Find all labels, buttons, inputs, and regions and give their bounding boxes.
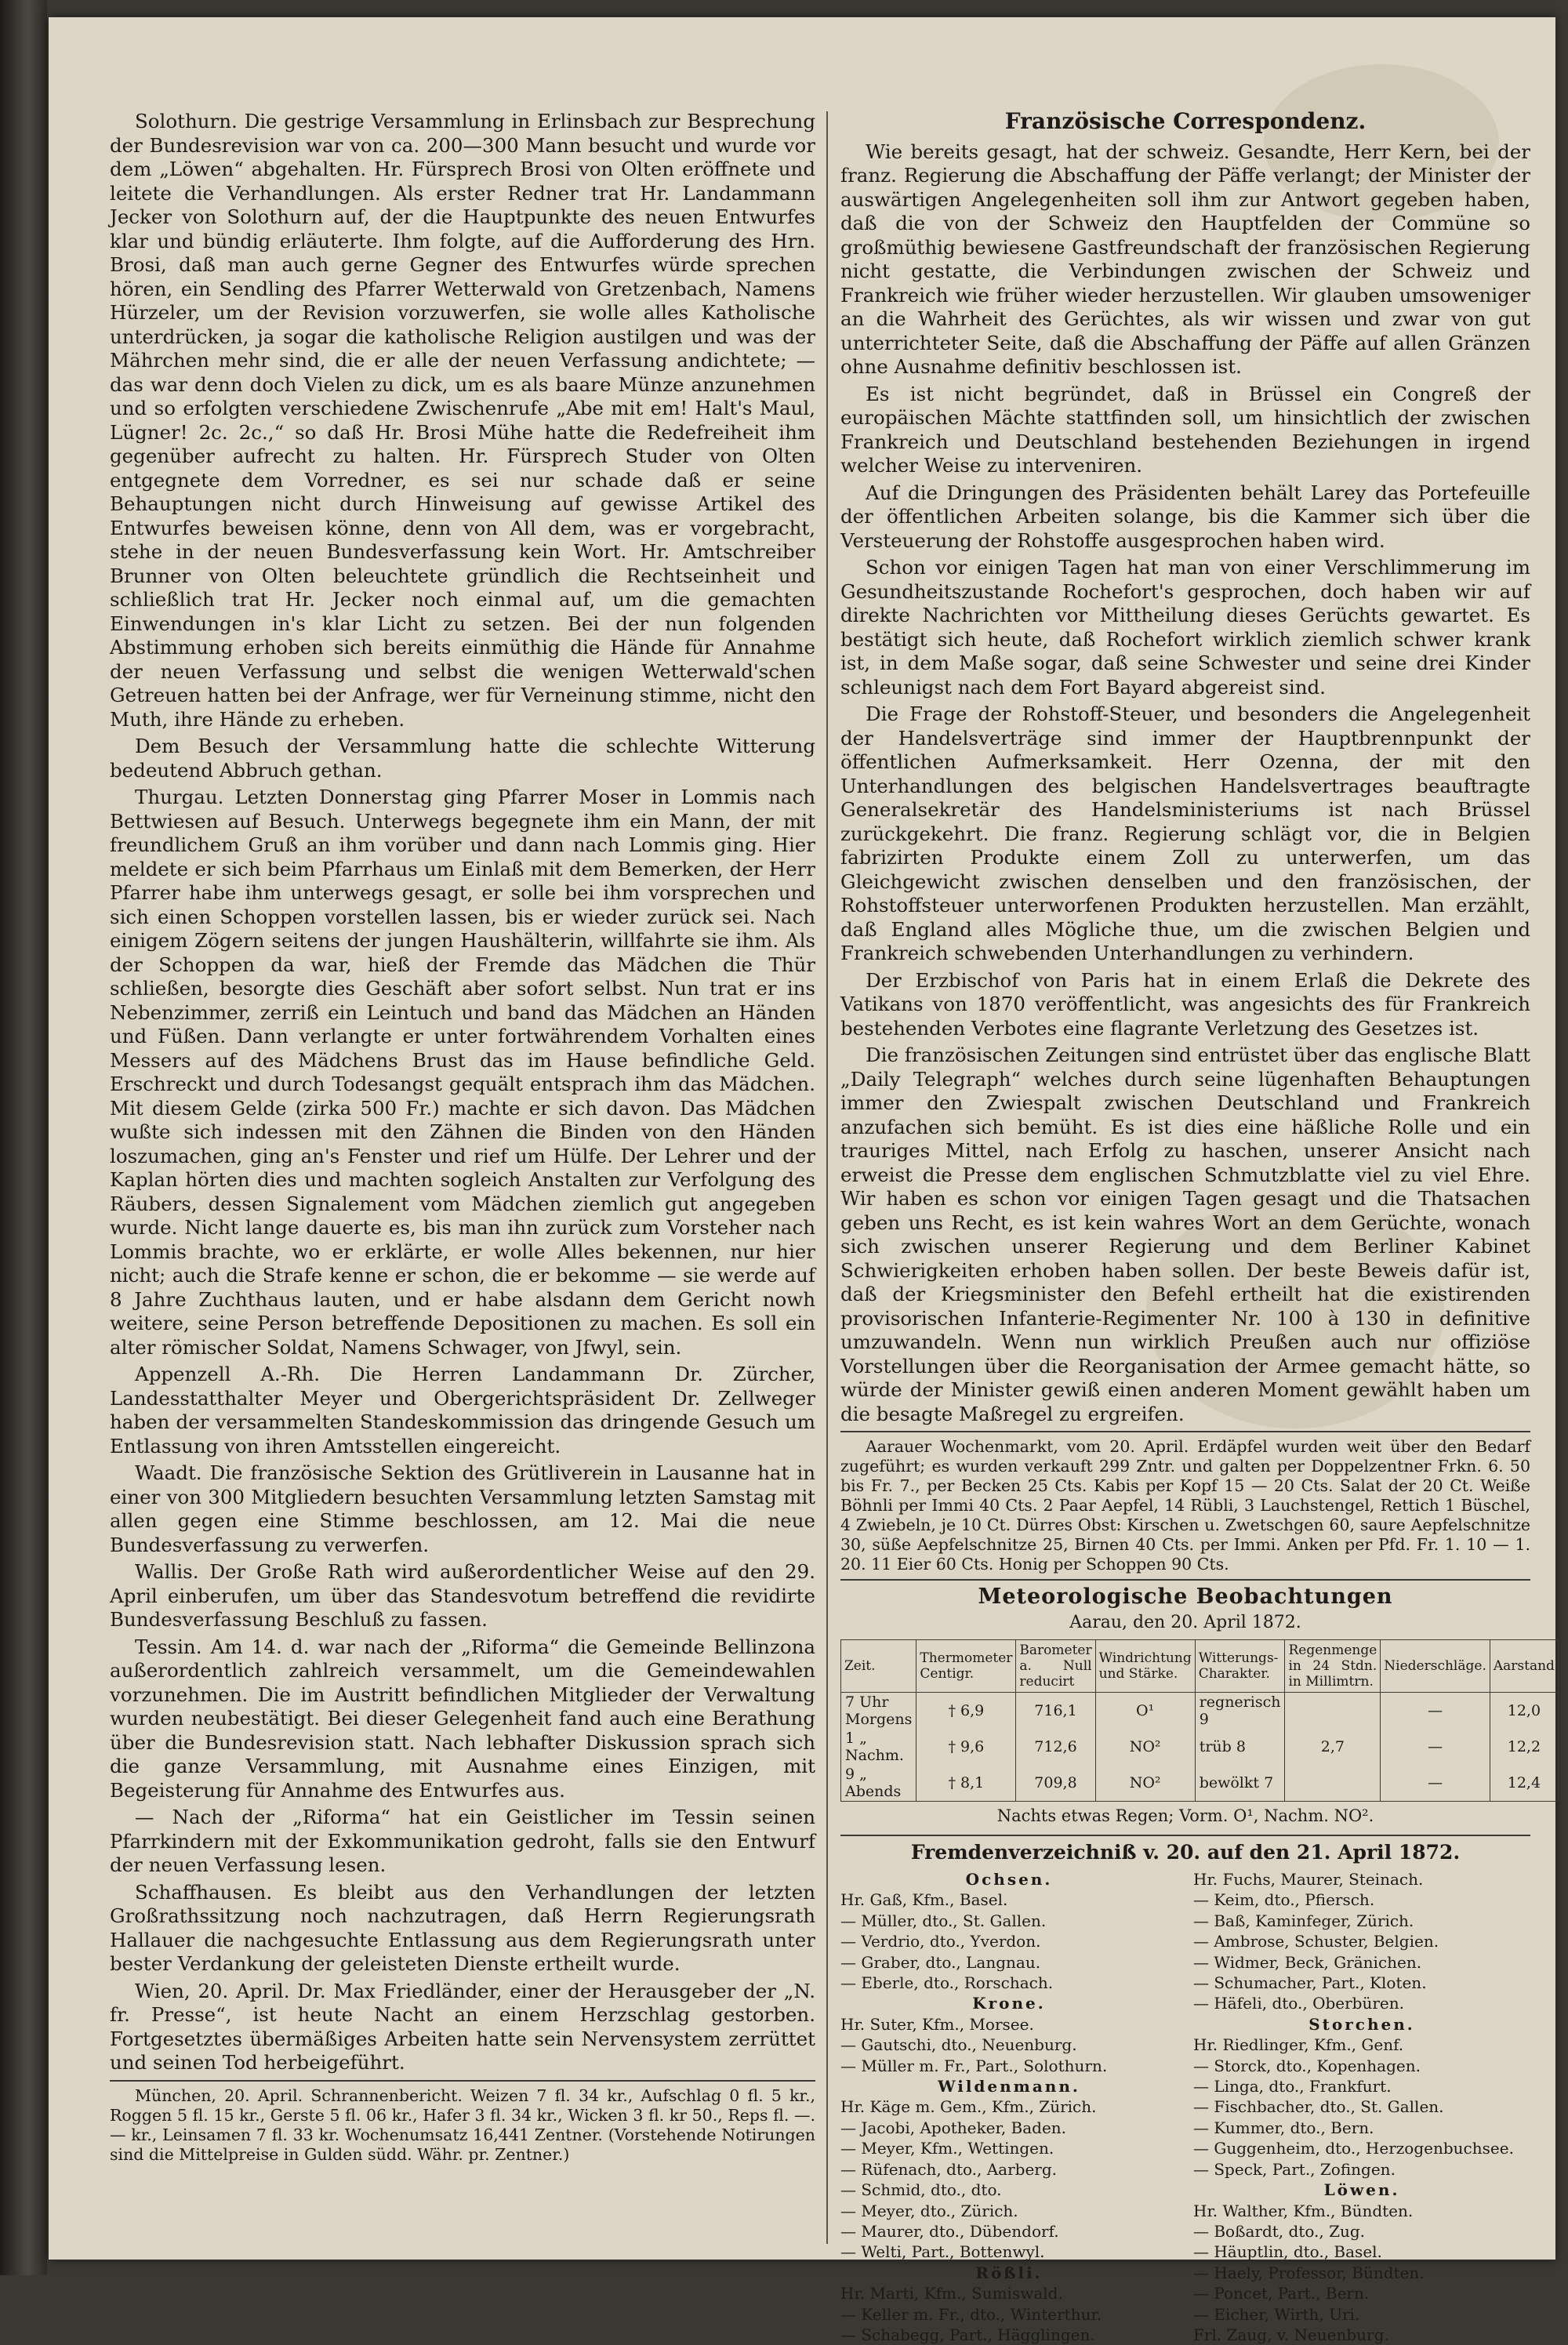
section-heading: Französische Correspondenz. (1004, 108, 1367, 134)
guest-entry: — Schabegg, Part., Hägglingen. (840, 2325, 1095, 2344)
meteo-column-header: Thermometer Centigr. (916, 1640, 1016, 1693)
guest-entry: Hr. Suter, Kfm., Morsee. (840, 2014, 1034, 2034)
meteo-cell-rain (1285, 1693, 1381, 1730)
guest-entry: — Haely, Professor, Bündten. (1193, 2263, 1425, 2282)
guest-entry: — Boßardt, dto., Zug. (1193, 2221, 1366, 2241)
separator-rule (110, 2080, 815, 2082)
guest-entry: — Kummer, dto., Bern. (1193, 2118, 1374, 2137)
guest-entry: — Keim, dto., Pfiersch. (1193, 1890, 1375, 1910)
guest-entry: — Keller m. Fr., dto., Winterthur. (840, 2304, 1102, 2324)
guest-entry: — Häfeli, dto., Oberbüren. (1193, 1994, 1404, 2013)
hotel-name: Ochsen. (965, 1870, 1053, 1889)
page-gutter (0, 0, 47, 2275)
meteo-cell-time: 9 „ Abends (841, 1765, 916, 1802)
meteo-cell-water: 12,0 (1490, 1693, 1558, 1730)
meteo-cell-temp: † 8,1 (916, 1765, 1016, 1802)
market-report: Aarauer Wochenmarkt, vom 20. April. Erdäpfel wurden weit über den Bedarf zugeführt; es wurden verkauft 299 Zntr. und galten per Doppelzentner Frkn. 6. 50 bis Fr. 7., per Becken 25 Cts. Kabis per Kopf 15 — 20 Cts. Salat der 20 Ct. Weiße Böhnli per Immi 40 Cts. 2 Paar Aepfel, 14 Rübli, 3 Lauchstengel, Rettich 1 Büschel, 4 Zwiebeln, je 10 Ct. Dürres Obst: Kirschen u. Zwetschgen 60, saure Aepfelschnitze 30, süße Aepfelschnitze 25, Birnen 40 Cts. per Immi. Anken per Pfd. Fr. 1. 10 — 1. 20. 11 Eier 60 Cts. Honig per Schoppen 90 Cts. (840, 1437, 1530, 1574)
meteo-cell-time: 7 Uhr Morgens (841, 1693, 916, 1730)
article-paragraph: Waadt. Die französische Sektion des Grütliverein in Lausanne hat in einer von 300 Mitgliedern besuchten Versammlung letzten Samstag mit allen gegen eine Stimme beschlossen, am 12. Mai die neue Bundesverfassung zu verwerfen. (110, 1461, 815, 1556)
meteo-cell-baro: 712,6 (1016, 1729, 1095, 1765)
meteo-title: Meteorologische Beobachtungen (978, 1585, 1393, 1609)
guest-entry: Hr. Gaß, Kfm., Basel. (840, 1890, 1008, 1910)
guest-entry: — Poncet, Part., Bern. (1193, 2284, 1370, 2303)
meteo-cell-time: 1 „ Nachm. (841, 1729, 916, 1765)
article-paragraph: Solothurn. Die gestrige Versammlung in Erlinsbach zur Besprechung der Bundesrevision war von ca. 200—300 Mann besucht und wurde vor dem „Löwen“ abgehalten. Hr. Fürsprech Brosi von Olten eröffnete und leitete die Verhandlungen. Als erster Redner trat Hr. Landammann Jecker von Solothurn auf, der die Hauptpunkte des neuen Entwurfes klar und bündig erläuterte. Ihm folgte, auf die Aufforderung des Hrn. Brosi, daß man auch gerne Gegner des Entwurfes würde sprechen hören, ein Sendling des Pfarrer Wetterwald von Gretzenbach, Namens Hürzeler, um der Revision vorzuwerfen, sie wolle alles Katholische unterdrücken, ja sogar die katholische Religion austilgen und was der Mährchen mehr sind, die er alle der neuen Verfassung andichtete; — das war denn doch Vielen zu dick, um es als baare Münze anzunehmen und so erfolgten verschiedene Zwischenrufe „Abe mit em! Halt's Maul, Lügner! 2c. 2c.,“ so daß Hr. Brosi Mühe hatte die Redefreiheit ihm gegenüber aufrecht zu halten. Hr. Fürsprech Studer von Olten entgegnete dem Vorredner, es sei nur schade daß er seine Behauptungen nicht durch Hinweisung auf gewisse Artikel des Entwurfes beweisen könne, denn von All dem, was er vorgebracht, stehe in der neuen Bundesverfassung kein Wort. Hr. Amtschreiber Brunner von Olten beleuchtete gründlich die Rechtseinheit und schließlich trat Hr. Jecker noch einmal auf, um die gemachten Einwendungen in's klar Licht zu setzen. Bei der nun folgenden Abstimmung erhoben sich bereits einmüthig die Hände für Annahme der neuen Verfassung und selbst die wenigen Wetterwald'schen Getreuen hatten bei der Anfrage, wer für Verneinung stimme, nicht den Muth, ihre Hände zu erheben. (110, 110, 815, 731)
meteo-cell-wind: NO² (1095, 1729, 1195, 1765)
guest-entry: — Welti, Part., Bottenwyl. (840, 2242, 1045, 2262)
guest-entry: — Eicher, Wirth, Uri. (1193, 2304, 1360, 2324)
article-paragraph: Thurgau. Letzten Donnerstag ging Pfarrer Moser in Lommis nach Bettwiesen auf Besuch. Unterwegs begegnete ihm ein Mann, der mit freundlichem Gruß an ihm vorüber und dann nach Lommis ging. Hier meldete er sich beim Pfarrhaus um Einlaß mit dem Bemerken, der Herr Pfarrer habe ihm unterwegs gesagt, er solle bei ihm vorsprechen und sich einen Schoppen vorstellen lassen, bis er wieder zurück sei. Nach einigem Zögern seitens der jungen Haushälterin, willfahrte sie ihm. Als der Schoppen da war, hieß der Fremde das Mädchen die Thür schließen, besorgte dies Geschäft aber sofort selbst. Nun trat er ins Nebenzimmer, zerriß ein Leintuch und band das Mädchen an Händen und Füßen. Dann verlangte er unter fortwährendem Vorhalten eines Messers auf des Mädchens Brust das im Hause befindliche Geld. Erschreckt und durch Todesangst gequält entsprach ihm das Mädchen. Mit diesem Gelde (zirka 500 Fr.) machte er sich davon. Das Mädchen wußte sich indessen mit den Zähnen die Binden von den Händen loszumachen, ging an's Fenster und rief um Hülfe. Der Lehrer und der Kaplan hörten dies und machten sogleich Anstalten zur Verfolgung des Räubers, dessen Signalement vom Mädchen ziemlich gut angegeben wurde. Nicht lange dauerte es, bis man ihn zurück zum Vorsteher nach Lommis brachte, wo er erklärte, er wolle Alles bekennen, nur hier nicht; auch die Strafe kenne er schon, die er bekomme — sie werde auf 8 Jahre Zuchthaus lauten, und er habe alsdann dem Gericht nowh weitere, seine Person betreffende Depositionen zu machen. Es soll ein alter römischer Soldat, Namens Schwager, von Jfwyl, sein. (110, 786, 815, 1359)
meteo-cell-wind: NO² (1095, 1765, 1195, 1802)
meteo-column-header: Aarstand (1490, 1640, 1558, 1693)
meteo-cell-water: 12,2 (1490, 1729, 1558, 1765)
meteo-table (840, 1639, 1559, 1802)
article-paragraph: Tessin. Am 14. d. war nach der „Riforma“ die Gemeinde Bellinzona außerordentlich zahlreich versammelt, um die Gemeindewahlen vorzunehmen. Die im Austritt befindlichen Mitglieder der Verwaltung wurden neubestätigt. Bei dieser Gelegenheit fand auch eine Berathung über die Bundesrevision statt. Nach lebhafter Diskussion sprach sich die ganze Versammlung, mit Ausnahme eines Einzigen, mit Begeisterung für Annahme des Entwurfes aus. (110, 1635, 815, 1802)
column-divider (826, 111, 828, 2244)
guest-entry: — Jacobi, Apotheker, Baden. (840, 2118, 1067, 2137)
guest-entry: — Häuptlin, dto., Basel. (1193, 2242, 1382, 2262)
fremden-column-2 (1193, 1869, 1530, 2345)
article-paragraph: Es ist nicht begründet, daß in Brüssel ein Congreß der europäischen Mächte stattfinden soll, um hinsichtlich der zwischen Frankreich und Deutschland bestehenden Beziehungen in irgend welcher Weise zu interveniren. (840, 382, 1530, 477)
hotel-name: Wildenmann. (938, 2077, 1080, 2096)
guest-entry: — Fischbacher, dto., St. Gallen. (1193, 2097, 1444, 2117)
meteo-cell-wind: O¹ (1095, 1693, 1195, 1730)
article-paragraph: Auf die Dringungen des Präsidenten behält Larey das Portefeuille der öffentlichen Arbeiten solange, bis die Kammer sich über die Versteuerung der Rohstoffe ausgesprochen haben wird. (840, 481, 1530, 552)
hotel-name: Storchen. (1308, 2014, 1415, 2034)
meteo-row (841, 1765, 1559, 1802)
meteo-column-header: Niederschläge. (1381, 1640, 1490, 1693)
meteo-column-header: Windrichtung und Stärke. (1095, 1640, 1195, 1693)
meteo-cell-baro: 709,8 (1016, 1765, 1095, 1802)
left-articles (110, 110, 815, 2075)
newspaper-page (49, 17, 1555, 2344)
guest-entry: — Müller, dto., St. Gallen. (840, 1911, 1047, 1930)
article-paragraph: Dem Besuch der Versammlung hatte die schlechte Witterung bedeutend Abbruch gethan. (110, 735, 815, 782)
guest-entry: — Widmer, Beck, Gränichen. (1193, 1952, 1422, 1972)
separator-rule (840, 1431, 1530, 1432)
guest-entry: — Verdrio, dto., Yverdon. (840, 1932, 1041, 1951)
fremden-column-1 (840, 1869, 1178, 2345)
hotel-name: Krone. (972, 1994, 1046, 2013)
guest-entry: — Ambrose, Schuster, Belgien. (1193, 1932, 1439, 1951)
meteo-cell-water: 12,4 (1490, 1765, 1558, 1802)
right-articles (840, 140, 1530, 1427)
hotel-name: Löwen. (1323, 2180, 1400, 2200)
article-paragraph: Wien, 20. April. Dr. Max Friedländer, einer der Herausgeber der „N. fr. Presse“, ist heute Nacht an einem Herzschlag gestorben. Fortgesetztes übermäßiges Arbeiten hatte sein Nervensystem zerrüttet und seinen Tod herbeigeführt. (110, 1979, 815, 2074)
guest-entry: — Rüfenach, dto., Aarberg. (840, 2159, 1058, 2179)
meteo-cell-baro: 716,1 (1016, 1693, 1095, 1730)
fremden-title: Fremdenverzeichniß v. 20. auf den 21. April 1872. (910, 1840, 1461, 1864)
meteo-column-header: Regenmenge in 24 Stdn. in Millimtrn. (1285, 1640, 1381, 1693)
muenchen-report: München, 20. April. Schrannenbericht. Weizen 7 fl. 34 kr., Aufschlag 0 fl. 5 kr., Roggen 5 fl. 15 kr., Gerste 5 fl. 06 kr., Hafer 3 fl. 34 kr., Wicken 3 fl. kr 50., Reps fl. —. — kr., Leinsamen 7 fl. 33 kr. Wochenumsatz 16,441 Zentner. (Vorstehende Notirungen sind die Mittelpreise in Gulden südd. Währ. pr. Zentner.) (110, 2085, 815, 2164)
meteo-row (841, 1729, 1559, 1765)
meteo-cell-weather: bewölkt 7 (1195, 1765, 1285, 1802)
fremden-list (840, 1869, 1530, 2345)
meteo-column-header: Witterungs-Charakter. (1195, 1640, 1285, 1693)
guest-entry: Frl. Zaug, v. Neuenburg. (1193, 2325, 1389, 2344)
meteo-cell-precip: — (1381, 1693, 1490, 1730)
guest-entry: — Linga, dto., Frankfurt. (1193, 2077, 1392, 2096)
meteo-header-row (841, 1640, 1559, 1693)
right-column (840, 108, 1555, 2345)
meteo-cell-weather: regnerisch 9 (1195, 1693, 1285, 1730)
guest-entry: — Eberle, dto., Rorschach. (840, 1973, 1054, 1993)
guest-entry: Hr. Käge m. Gem., Kfm., Zürich. (840, 2097, 1097, 2117)
hotel-name: Rößli. (975, 2263, 1043, 2282)
article-paragraph: — Nach der „Riforma“ hat ein Geistlicher im Tessin seinen Pfarrkindern mit der Exkommunikation gedroht, falls sie den Entwurf der neuen Verfassung lesen. (110, 1806, 815, 1876)
guest-entry: — Müller m. Fr., Part., Solothurn. (840, 2056, 1108, 2075)
article-paragraph: Wie bereits gesagt, hat der schweiz. Gesandte, Herr Kern, bei der franz. Regierung die Abschaffung der Päffe verlangt; der Minister der auswärtigen Angelegenheiten soll ihm zur Antwort gegeben haben, daß die von der Schweiz den Hauptfelden der Commüne so großmüthig bewiesene Gastfreundschaft der französischen Regierung nicht gestatte, die Verbindungen zwischen der Schweiz und Frankreich wie früher wieder herzustellen. Wir glauben umsoweniger an die Wahrheit des Gerüchtes, als wir wissen und zwar von gut unterrichteter Seite, daß die Abschaffung der Päffe auf allen Gränzen ohne Ausnahme definitiv beschlossen ist. (840, 140, 1530, 378)
article-paragraph: Appenzell A.-Rh. Die Herren Landammann Dr. Zürcher, Landesstatthalter Meyer und Obergerichtspräsident Dr. Zellweger haben der versammelten Standeskommission das dringende Gesuch um Entlassung von ihren Amtsstellen eingereicht. (110, 1363, 815, 1457)
meteo-column-header: Barometer a. Null reducirt (1016, 1640, 1095, 1693)
separator-rule (840, 1579, 1530, 1581)
guest-entry: — Schmid, dto., dto. (840, 2180, 1002, 2200)
guest-entry: Hr. Riedlinger, Kfm., Genf. (1193, 2035, 1404, 2055)
meteo-cell-temp: † 9,6 (916, 1729, 1016, 1765)
article-paragraph: Wallis. Der Große Rath wird außerordentlicher Weise auf den 29. April einberufen, um über das Standesvotum betreffend die revidirte Bundesverfassung Beschluß zu fassen. (110, 1560, 815, 1631)
meteo-cell-temp: † 6,9 (916, 1693, 1016, 1730)
meteo-note: Nachts etwas Regen; Vorm. O¹, Nachm. NO². (996, 1806, 1374, 1825)
meteo-cell-precip: — (1381, 1765, 1490, 1802)
article-paragraph: Der Erzbischof von Paris hat in einem Erlaß die Dekrete des Vatikans von 1870 veröffentlicht, was angesichts des für Frankreich bestehenden Verbotes eine flagrante Verletzung des Gesetzes ist. (840, 968, 1530, 1040)
guest-entry: — Graber, dto., Langnau. (840, 1952, 1041, 1972)
guest-entry: — Gautschi, dto., Neuenburg. (840, 2035, 1077, 2055)
article-paragraph: Schaffhausen. Es bleibt aus den Verhandlungen der letzten Großrathssitzung noch nachzutragen, daß Herrn Regierungsrath Hallauer die nachgesuchte Entlassung aus dem Regierungsrath unter bester Verdankung der geleisteten Dienste ertheilt wurde. (110, 1880, 815, 1975)
article-paragraph: Die Frage der Rohstoff-Steuer, und besonders die Angelegenheit der Handelsverträge sind immer der Hauptbrennpunkt der öffentlichen Aufmerksamkeit. Herr Ozenna, der mit den Unterhandlungen des belgischen Handelsvertrages beauftragte Generalsekretär des Handelsministeriums ist nach Brüssel zurückgekehrt. Die franz. Regierung schlägt vor, die in Belgien fabrizirten Produkte einem Zoll zu unterwerfen, um das Gleichgewicht zwischen denselben und den französischen, der Rohstoffsteuer unterworfenen Produkten herzustellen. Man erzählt, daß England alles Mögliche thue, um die zwischen Belgien und Frankreich schwebenden Unterhandlungen zu verhindern. (840, 702, 1530, 964)
guest-entry: — Guggenheim, dto., Herzogenbuchsee. (1193, 2139, 1514, 2158)
guest-entry: Hr. Fuchs, Maurer, Steinach. (1193, 1870, 1424, 1889)
guest-entry: — Meyer, Kfm., Wettingen. (840, 2139, 1054, 2158)
meteo-cell-precip: — (1381, 1729, 1490, 1765)
meteo-row (841, 1693, 1559, 1730)
guest-entry: — Schumacher, Part., Kloten. (1193, 1973, 1427, 1993)
guest-entry: — Speck, Part., Zofingen. (1193, 2159, 1396, 2179)
meteo-cell-weather: trüb 8 (1195, 1729, 1285, 1765)
meteo-subtitle: Aarau, den 20. April 1872. (1069, 1612, 1301, 1632)
guest-entry: — Maurer, dto., Dübendorf. (840, 2221, 1059, 2241)
meteo-cell-rain: 2,7 (1285, 1729, 1381, 1765)
guest-entry: Hr. Walther, Kfm., Bündten. (1193, 2201, 1414, 2220)
guest-entry: — Meyer, dto., Zürich. (840, 2201, 1018, 2220)
guest-entry: — Storck, dto., Kopenhagen. (1193, 2056, 1421, 2075)
guest-entry: Hr. Marti, Kfm., Sumiswald. (840, 2284, 1063, 2303)
meteo-column-header: Zeit. (841, 1640, 916, 1693)
separator-rule (840, 1835, 1530, 1836)
article-paragraph: Die französischen Zeitungen sind entrüstet über das englische Blatt „Daily Telegraph“ welches durch seine lügenhaften Behauptungen immer den Zwiespalt zwischen Deutschland und Frankreich anzufachen sich bemüht. Es ist dies eine häßliche Rolle und ein trauriges Mittel, nach Erfolg zu haschen, unserer Ansicht nach erweist die Presse dem englischen Schmutzblatte viel zu viel Ehre. Wir haben es schon vor einigen Tagen gesagt und die Thatsachen geben uns Recht, es ist kein wahres Wort an dem Gerüchte, wonach sich zwischen unserer Regierung und dem Berliner Kabinet Schwierigkeiten erhoben haben sollen. Der beste Beweis dafür ist, daß der Kriegsminister den Befehl ertheilt hat die existirenden provisorischen Infanterie-Regimenter Nr. 100 à 130 in definitive umzuwandeln. Wenn nun wirklich Preußen auch nur offiziöse Vorstellungen über die Reorganisation der Armee gemacht hätte, so würde der Minister gewiß einen anderen Moment gewählt haben um die besagte Maßregel zu ergreifen. (840, 1044, 1530, 1425)
meteo-cell-rain (1285, 1765, 1381, 1802)
guest-entry: — Baß, Kaminfeger, Zürich. (1193, 1911, 1414, 1930)
article-paragraph: Schon vor einigen Tagen hat man von einer Verschlimmerung im Gesundheitszustande Rochefort's gesprochen, doch haben wir auf direkte Nachrichten vor Mittheilung dieses Gerüchts gewartet. Es bestätigt sich heute, daß Rochefort wirklich ziemlich schwer krank ist, in dem Maße sogar, daß seine Schwester und seine drei Kinder schleunigst nach dem Fort Bayard abgereist sind. (840, 556, 1530, 699)
left-column (110, 110, 815, 2168)
